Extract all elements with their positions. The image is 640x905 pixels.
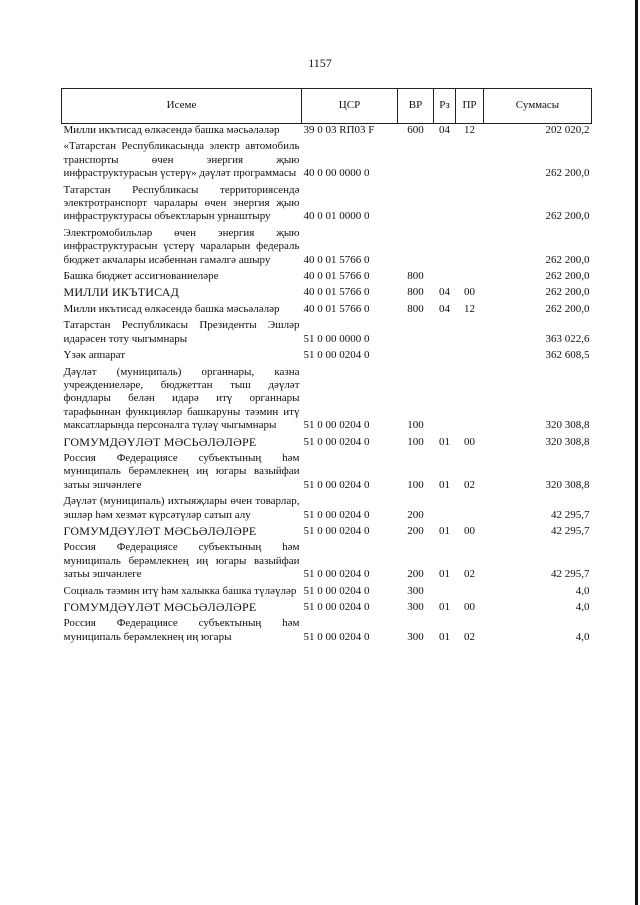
cell-csr: 51 0 00 0204 0 — [303, 419, 370, 432]
cell-csr: 40 0 01 5766 0 — [303, 286, 370, 299]
cell-sum: 42 295,7 — [551, 508, 590, 521]
table-row — [62, 349, 592, 365]
cell-pr: 00 — [464, 524, 475, 537]
cell-sum: 320 308,8 — [545, 478, 590, 491]
cell-sum: 42 295,7 — [551, 524, 590, 537]
cell-pr — [456, 319, 484, 349]
cell-csr: 51 0 00 0204 0 — [303, 630, 370, 643]
cell-pr — [456, 227, 484, 270]
table-row — [62, 140, 592, 183]
cell-name: ГОМУМДӘҮЛӘТ МӘСЬӘЛӘЛӘРЕ — [63, 600, 257, 614]
cell-pr: 00 — [464, 286, 475, 299]
table-row — [62, 227, 592, 270]
cell-csr: 51 0 00 0204 0 — [303, 349, 370, 362]
cell-sum: 262 200,0 — [545, 253, 590, 266]
cell-pr: 12 — [464, 124, 475, 136]
table-row — [62, 617, 592, 647]
cell-rz: 01 — [439, 601, 450, 613]
cell-csr: 40 0 01 5766 0 — [303, 302, 370, 315]
cell-name: Татарстан Республикасы территориясендә электротранспорт чаралары өчен энергия җыю инфраструктурасы объектларын урнаштыру — [63, 183, 300, 223]
cell-csr: 51 0 00 0204 0 — [303, 584, 370, 597]
cell-name: Дәүләт (муниципаль) ихтыяҗлары өчен товарлар, эшләр һәм хезмәт күрсәтүләр сатып алу — [63, 495, 300, 521]
cell-sum: 320 308,8 — [545, 419, 590, 432]
cell-pr: 02 — [464, 478, 475, 491]
cell-pr — [456, 349, 484, 365]
cell-vr: 300 — [407, 601, 424, 613]
cell-vr: 100 — [407, 435, 424, 448]
table-row — [62, 270, 592, 286]
table-row — [62, 303, 592, 319]
cell-name: Милли икътисад өлкәсендә башка мәсьәләләр — [63, 302, 280, 315]
budget-table — [61, 88, 592, 647]
cell-sum: 262 200,0 — [545, 286, 590, 299]
cell-csr: 39 0 03 RП03 F — [303, 124, 375, 136]
cell-name: МИЛЛИ ИКЪТИСАД — [63, 285, 179, 300]
scan-edge — [635, 0, 638, 905]
cell-csr: 40 0 00 0000 0 — [303, 167, 370, 180]
cell-pr: 12 — [464, 302, 475, 315]
cell-name: Социаль тәэмин итү һәм халыкка башка түләүләр — [63, 584, 297, 597]
table-row — [62, 436, 592, 452]
column-header-vr: ВР — [398, 89, 434, 124]
cell-vr — [398, 227, 434, 270]
cell-pr: 02 — [464, 630, 475, 643]
cell-csr: 51 0 00 0204 0 — [303, 524, 370, 537]
cell-rz — [434, 319, 456, 349]
cell-name: «Татарстан Республикасында электр автомобиль транспорты өчен энергия җыю инфраструктурасын үстерү» дәүләт программасы — [63, 140, 300, 180]
cell-vr: 300 — [407, 630, 424, 643]
table-row — [62, 585, 592, 601]
cell-rz — [434, 140, 456, 183]
cell-vr: 800 — [407, 270, 424, 283]
cell-csr: 51 0 00 0204 0 — [303, 508, 370, 521]
cell-vr — [398, 140, 434, 183]
cell-rz: 04 — [439, 286, 450, 299]
cell-name: Үзәк аппарат — [63, 349, 126, 362]
cell-sum: 4,0 — [575, 584, 590, 597]
table-body — [62, 124, 592, 648]
cell-sum: 362 608,5 — [545, 349, 590, 362]
cell-vr: 100 — [407, 419, 424, 432]
table-row — [62, 601, 592, 617]
table-row — [62, 286, 592, 302]
cell-vr: 800 — [407, 302, 424, 315]
cell-rz: 01 — [439, 630, 450, 643]
cell-rz — [434, 227, 456, 270]
cell-rz — [434, 366, 456, 436]
column-header-rz: Рз — [434, 89, 456, 124]
column-header-name: Исеме — [62, 89, 302, 124]
cell-vr — [398, 349, 434, 365]
cell-rz — [434, 184, 456, 227]
cell-rz — [434, 349, 456, 365]
table-row — [62, 184, 592, 227]
table-row — [62, 541, 592, 584]
cell-vr: 300 — [407, 584, 424, 597]
cell-csr: 40 0 01 5766 0 — [303, 270, 370, 283]
cell-pr — [456, 495, 484, 525]
cell-pr — [456, 140, 484, 183]
cell-csr: 51 0 00 0204 0 — [303, 478, 370, 491]
cell-rz — [434, 585, 456, 601]
cell-rz: 01 — [439, 524, 450, 537]
cell-name: Россия Федерациясе субъектының һәм муниципаль берәмлекнең иң югары — [63, 617, 300, 643]
table-row — [62, 124, 592, 141]
cell-vr: 800 — [407, 286, 424, 299]
cell-name: Дәүләт (муниципаль) органнары, казна учреждениеләре, бюджеттан тыш дәүләт фондлары белән идарә итү органнары тарафыннан функцияләр башкаруны тәэмин итү максатларында персоналга түләү чыгымнары — [63, 365, 300, 432]
cell-rz — [434, 270, 456, 286]
cell-vr — [398, 184, 434, 227]
cell-csr: 51 0 00 0204 0 — [303, 435, 370, 448]
cell-name: Электромобильләр өчен энергия җыю инфраструктурасын үстерү чараларын федераль бюджет акчалары исәбеннән гамәлгә ашыру — [63, 226, 300, 266]
cell-name: Россия Федерациясе субъектының һәм муниципаль берәмлекнең иң югары вазыйфаи затьы эшчәнлеге — [63, 451, 300, 491]
cell-name: Россия Федерациясе субъектының һәм муниципаль берәмлекнең иң югары вазыйфаи затьы эшчәнлеге — [63, 541, 300, 581]
column-header-sum: Суммасы — [484, 89, 592, 124]
cell-rz — [434, 495, 456, 525]
cell-name: ГОМУМДӘҮЛӘТ МӘСЬӘЛӘЛӘРЕ — [63, 434, 257, 449]
table-row — [62, 319, 592, 349]
cell-sum: 4,0 — [575, 601, 590, 613]
cell-csr: 40 0 01 5766 0 — [303, 253, 370, 266]
table-row — [62, 366, 592, 436]
cell-pr — [456, 184, 484, 227]
cell-vr: 200 — [407, 568, 424, 581]
cell-pr: 00 — [464, 435, 475, 448]
cell-name: Татарстан Республикасы Президенты Эшләр идарәсен тоту чыгымнары — [63, 319, 300, 345]
cell-sum: 262 200,0 — [545, 210, 590, 223]
column-header-pr: ПР — [456, 89, 484, 124]
cell-pr — [456, 366, 484, 436]
cell-csr: 40 0 01 0000 0 — [303, 210, 370, 223]
page-number: 1157 — [308, 56, 332, 70]
cell-rz: 04 — [439, 302, 450, 315]
cell-vr: 200 — [407, 508, 424, 521]
cell-pr — [456, 270, 484, 286]
cell-sum: 363 022,6 — [545, 332, 590, 345]
cell-pr: 02 — [464, 568, 475, 581]
cell-rz: 01 — [439, 478, 450, 491]
cell-sum: 262 200,0 — [545, 270, 590, 283]
cell-sum: 262 200,0 — [545, 302, 590, 315]
cell-sum: 262 200,0 — [545, 167, 590, 180]
cell-vr: 600 — [407, 124, 424, 136]
cell-sum: 42 295,7 — [551, 568, 590, 581]
cell-vr — [398, 319, 434, 349]
cell-csr: 51 0 00 0204 0 — [303, 568, 370, 581]
cell-name: Башка бюджет ассигнованиеләре — [63, 270, 219, 283]
cell-csr: 51 0 00 0000 0 — [303, 332, 370, 345]
cell-name: ГОМУМДӘҮЛӘТ МӘСЬӘЛӘЛӘРЕ — [63, 523, 257, 538]
cell-rz: 04 — [439, 124, 450, 136]
cell-rz: 01 — [439, 435, 450, 448]
cell-pr: 00 — [464, 601, 475, 613]
cell-vr: 200 — [407, 524, 424, 537]
column-header-csr: ЦСР — [302, 89, 398, 124]
cell-rz: 01 — [439, 568, 450, 581]
cell-csr: 51 0 00 0204 0 — [303, 601, 370, 613]
cell-name: Милли икътисад өлкәсендә башка мәсьәләләр — [63, 124, 280, 136]
table-row — [62, 452, 592, 495]
table-row — [62, 525, 592, 541]
cell-sum: 320 308,8 — [545, 435, 590, 448]
cell-pr — [456, 585, 484, 601]
table-row — [62, 495, 592, 525]
table-header-row — [62, 89, 592, 124]
cell-vr: 100 — [407, 478, 424, 491]
cell-sum: 4,0 — [575, 630, 590, 643]
cell-sum: 202 020,2 — [545, 124, 590, 136]
